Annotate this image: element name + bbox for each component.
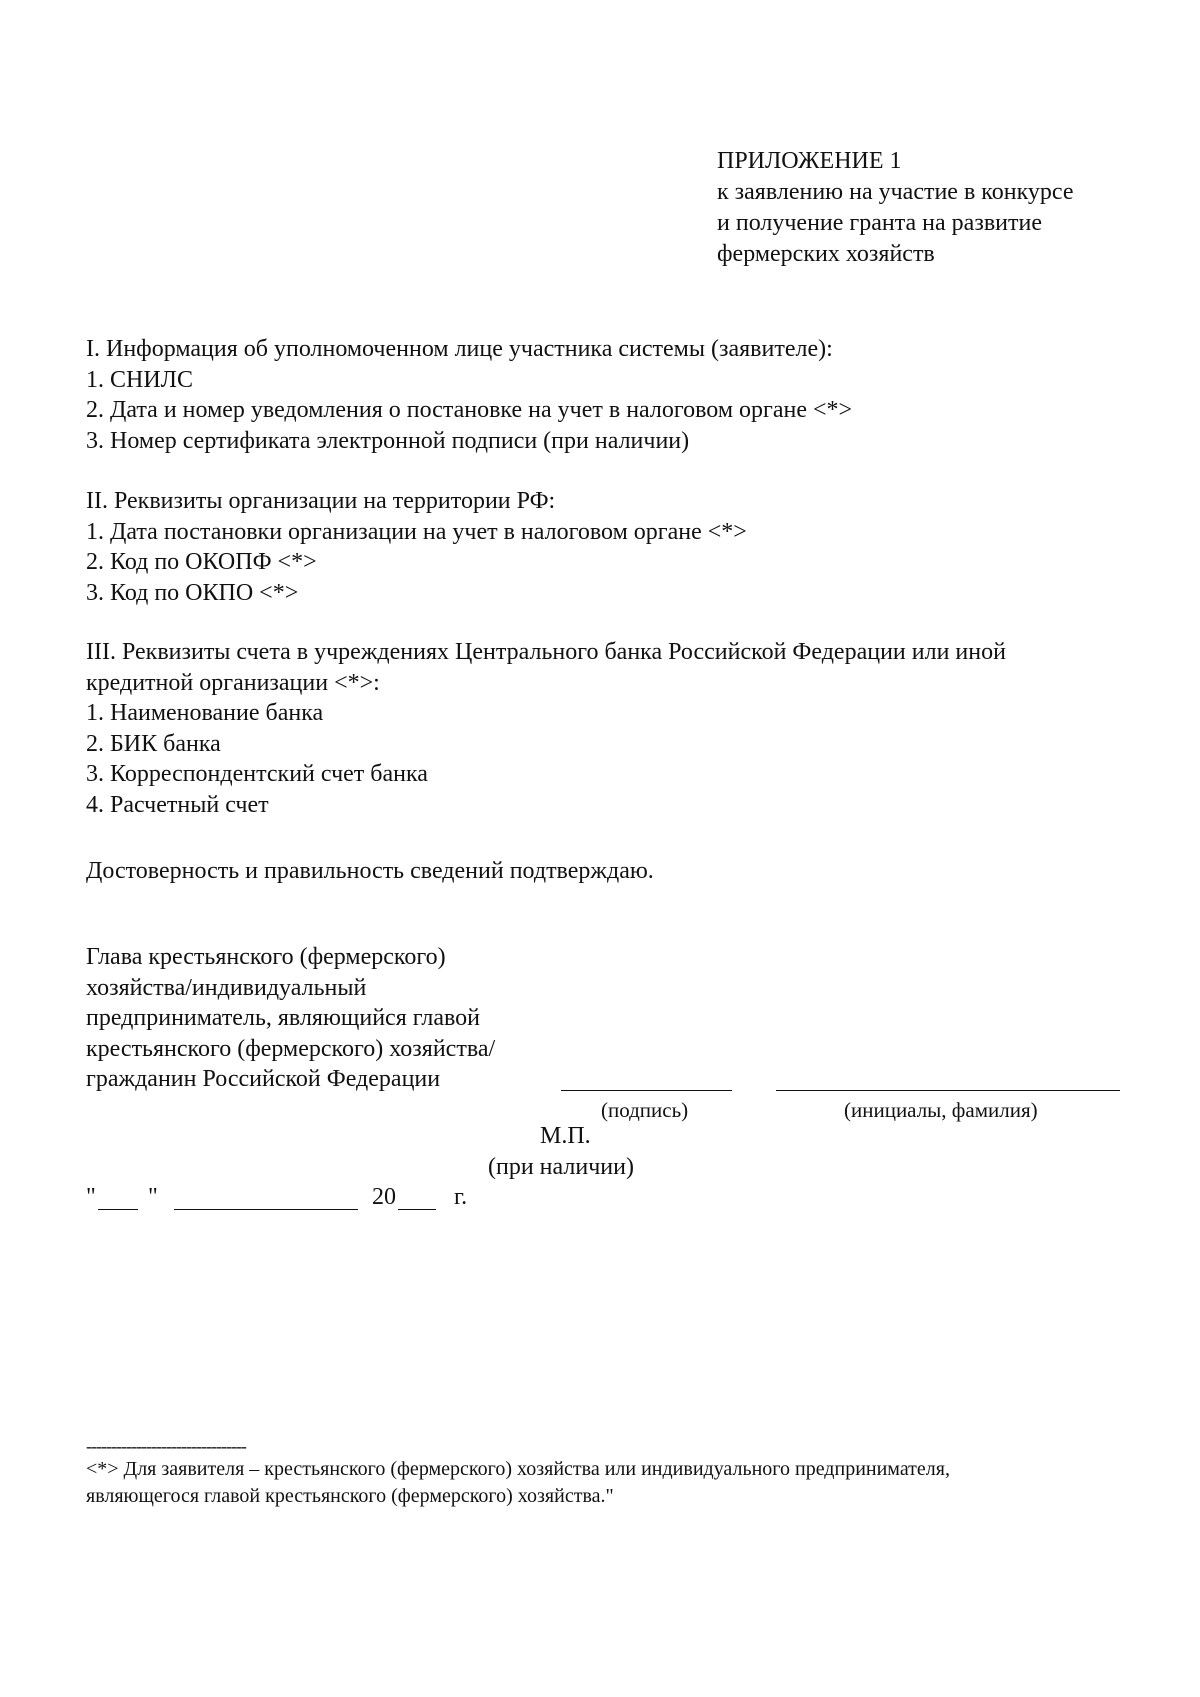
list-item: 1. Дата постановки организации на учет в налоговом органе <*> <box>86 518 747 545</box>
signatory-line: крестьянского (фермерского) хозяйства/ <box>86 1035 496 1062</box>
section-title: II. Реквизиты организации на территории РФ: <box>86 488 556 514</box>
footnote-line: <*> Для заявителя – крестьянского (фермерского) хозяйства или индивидуального предпринимателя, <box>86 1458 950 1480</box>
date-open-quote: " <box>86 1184 96 1210</box>
appendix-title: ПРИЛОЖЕНИЕ 1 <box>717 148 902 174</box>
footnote-line: являющегося главой крестьянского (фермерского) хозяйства." <box>86 1485 614 1507</box>
signatory-line: гражданин Российской Федерации <box>86 1066 441 1092</box>
footnote-separator: -------------------------------- <box>86 1436 246 1456</box>
signatory-line: предприниматель, являющийся главой <box>86 1005 481 1031</box>
section-title-continued: кредитной организации <*>: <box>86 669 380 696</box>
footnote <box>86 1456 950 1510</box>
name-caption: (инициалы, фамилия) <box>844 1098 1038 1122</box>
day-blank-line <box>98 1209 138 1210</box>
list-item: 3. Корреспондентский счет банка <box>86 761 428 787</box>
year-blank-line <box>398 1209 436 1210</box>
appendix-subtitle-line-2: и получение гранта на развитие <box>717 210 1042 236</box>
month-blank-line <box>174 1209 358 1210</box>
list-item: 2. БИК банка <box>86 730 221 757</box>
appendix-subtitle-line-3: фермерских хозяйств <box>717 241 935 267</box>
list-item: 1. СНИЛС <box>86 366 193 393</box>
section-organization-details <box>86 486 747 608</box>
year-suffix: г. <box>454 1184 468 1210</box>
section-bank-details <box>86 637 1006 820</box>
list-item: 1. Наименование банка <box>86 700 324 726</box>
stamp-label: М.П. <box>540 1123 591 1149</box>
signature-field-line <box>561 1090 732 1091</box>
list-item: 2. Дата и номер уведомления о постановке на учет в налоговом органе <*> <box>86 397 853 423</box>
appendix-subtitle-line-1: к заявлению на участие в конкурсе <box>717 179 1074 205</box>
date-close-quote: " <box>148 1184 158 1210</box>
stamp-note: (при наличии) <box>488 1154 634 1180</box>
signatory-title <box>86 942 495 1095</box>
section-title: III. Реквизиты счета в учреждениях Центрального банка Российской Федерации или иной <box>86 639 1006 665</box>
list-item: 3. Номер сертификата электронной подписи (при наличии) <box>86 427 690 454</box>
name-field-line <box>776 1090 1120 1091</box>
confirmation-statement: Достоверность и правильность сведений подтверждаю. <box>86 858 654 884</box>
signatory-line: хозяйства/индивидуальный <box>86 974 367 1001</box>
list-item: 3. Код по ОКПО <*> <box>86 579 299 606</box>
appendix-header <box>717 146 1073 270</box>
section-title: I. Информация об уполномоченном лице участника системы (заявителе): <box>86 336 833 362</box>
year-prefix: 20 <box>372 1184 396 1210</box>
signature-caption: (подпись) <box>601 1098 689 1122</box>
list-item: 2. Код по ОКОПФ <*> <box>86 549 317 575</box>
section-applicant-info <box>86 334 852 456</box>
list-item: 4. Расчетный счет <box>86 791 269 818</box>
signatory-line: Глава крестьянского (фермерского) <box>86 944 446 970</box>
